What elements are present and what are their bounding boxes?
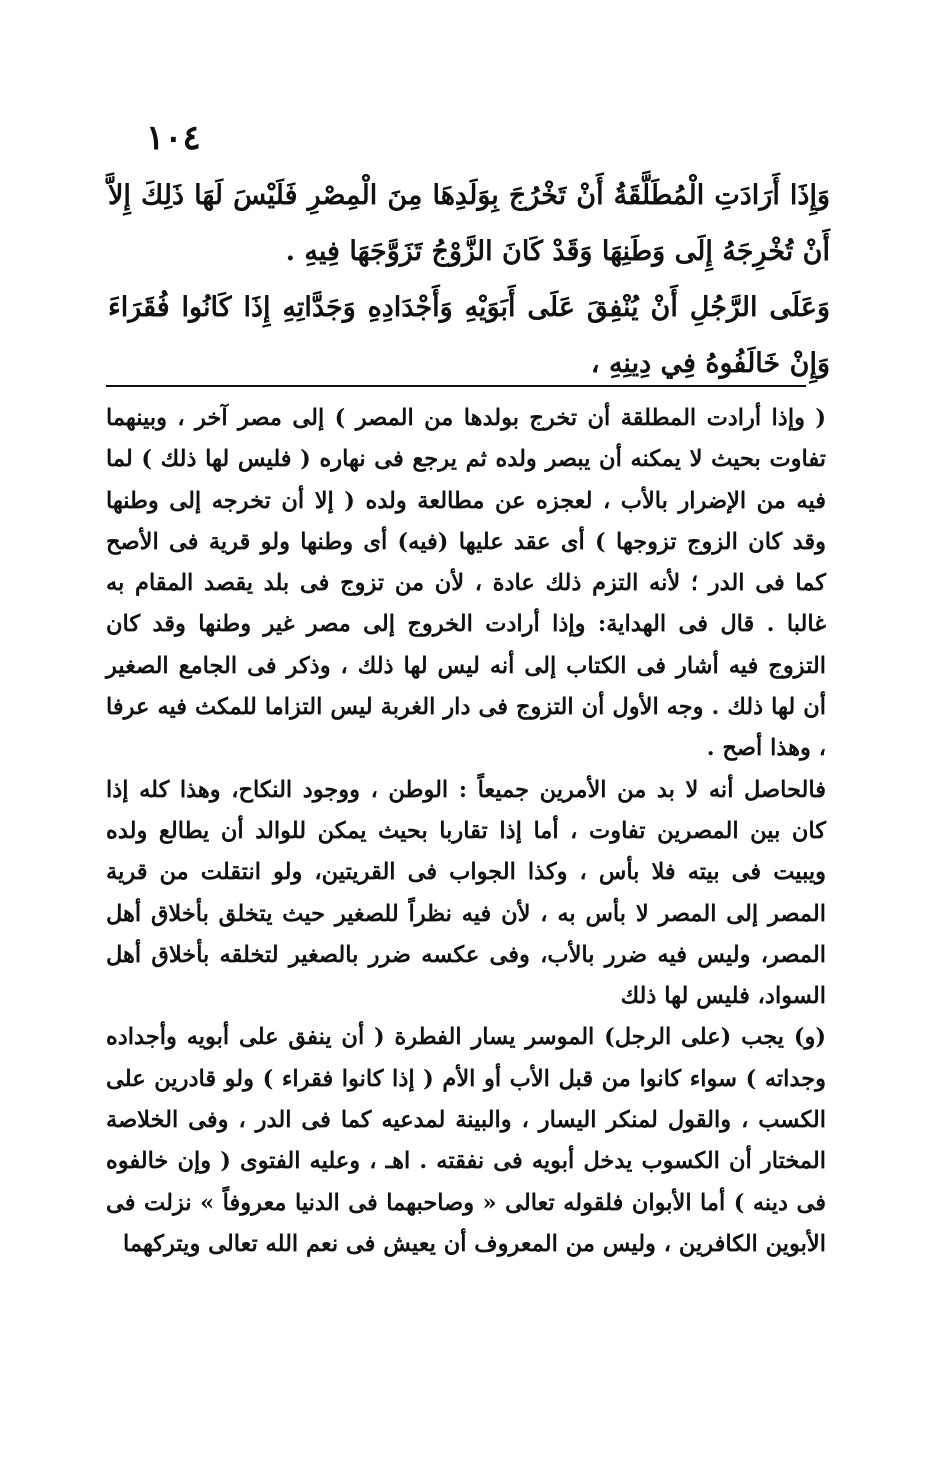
commentary-paragraph: (و) يجب (على الرجل) الموسر يسار الفطرة ( أن ينفق على أبويه وأجداده وجداته ) سواء كانوا من قبل الأب أو الأم ( إذا كانوا فقراء ) ولو قادرين على الكسب ، والقول لمنكر اليسار ، والبينة لمدعيه كما فى الدر ، وفى الخلاصة المختار أن الكسوب يدخل أبويه فى نفقته . اهـ ، وعليه الفتوى ( وإن خالفوه فى دينه ) أما الأبوان فلقوله تعالى « وصاحبهما فى الدنيا معروفاً » نزلت فى الأبوين الكافرين ، وليس من المعروف أن يعيش فى نعم الله تعالى ويتركهما (106, 1024, 826, 1257)
commentary (106, 398, 826, 1265)
commentary-paragraph: فالحاصل أنه لا بد من الأمرين جميعاً : الوطن ، ووجود النكاح، وهذا كله إذا كان بين المصرين تفاوت ، أما إذا تقاربا بحيث يمكن للوالد أن يطالع ولده ويبيت فى بيته فلا بأس ، وكذا الجواب فى القريتين، ولو انتقلت من قرية المصر إلى المصر لا بأس به ، لأن فيه نظراً للصغير حيث يتخلق بأخلاق أهل المصر، وليس فيه ضرر بالأب، وفى عكسه ضرر بالصغير لتخلقه بأخلاق أهل السواد، فليس لها ذلك (106, 776, 826, 1010)
commentary-paragraph: ( وإذا أرادت المطلقة أن تخرج بولدها من المصر ) إلى مصر آخر ، وبينهما تفاوت بحيث لا يمكنه أن يبصر ولده ثم يرجع فى نهاره ( فليس لها ذلك ) لما فيه من الإضرار بالأب ، لعجزه عن مطالعة ولده ( إلا أن تخرجه إلى وطنها وقد كان الزوج تزوجها ) أى عقد عليها (فيه) أى وطنها ولو قرية فى الأصح كما فى الدر ؛ لأنه التزم ذلك عادة ، لأن من تزوج فى بلد يقصد المقام به غالبا . قال فى الهداية: وإذا أرادت الخروج إلى مصر غير وطنها وقد كان التزوج فيه أشار فى الكتاب إلى أنه ليس لها ذلك ، وذكر فى الجامع الصغير أن لها ذلك . وجه الأول أن التزوج فى دار الغربة ليس التزاما للمكث فيه عرفا ، وهذا أصح . (106, 405, 827, 762)
main-paragraph: وَإِذَا أَرَادَتِ الْمُطَلَّقَةُ أَنْ تَخْرُجَ بِوَلَدِهَا مِنَ الْمِصْرِ فَلَيْسَ لَهَا ذَلِكَ إِلاَّ أَنْ تُخْرِجَهُ إِلَى وَطَنِهَا وَقَدْ كَانَ الزَّوْجُ تَزَوَّجَهَا فِيهِ . (108, 180, 830, 267)
main-paragraph: وَعَلَى الرَّجُلِ أَنْ يُنْفِقَ عَلَى أَبَوَيْهِ وَأَجْدَادِهِ وَجَدَّاتِهِ إِذَا كَانُوا فُقَرَاءَ وَإِنْ خَالَفُوهُ فِي دِينِهِ ، (108, 292, 830, 379)
page-number: ١٠٤ (146, 118, 201, 158)
section-divider (106, 385, 806, 387)
main-text (108, 168, 830, 392)
